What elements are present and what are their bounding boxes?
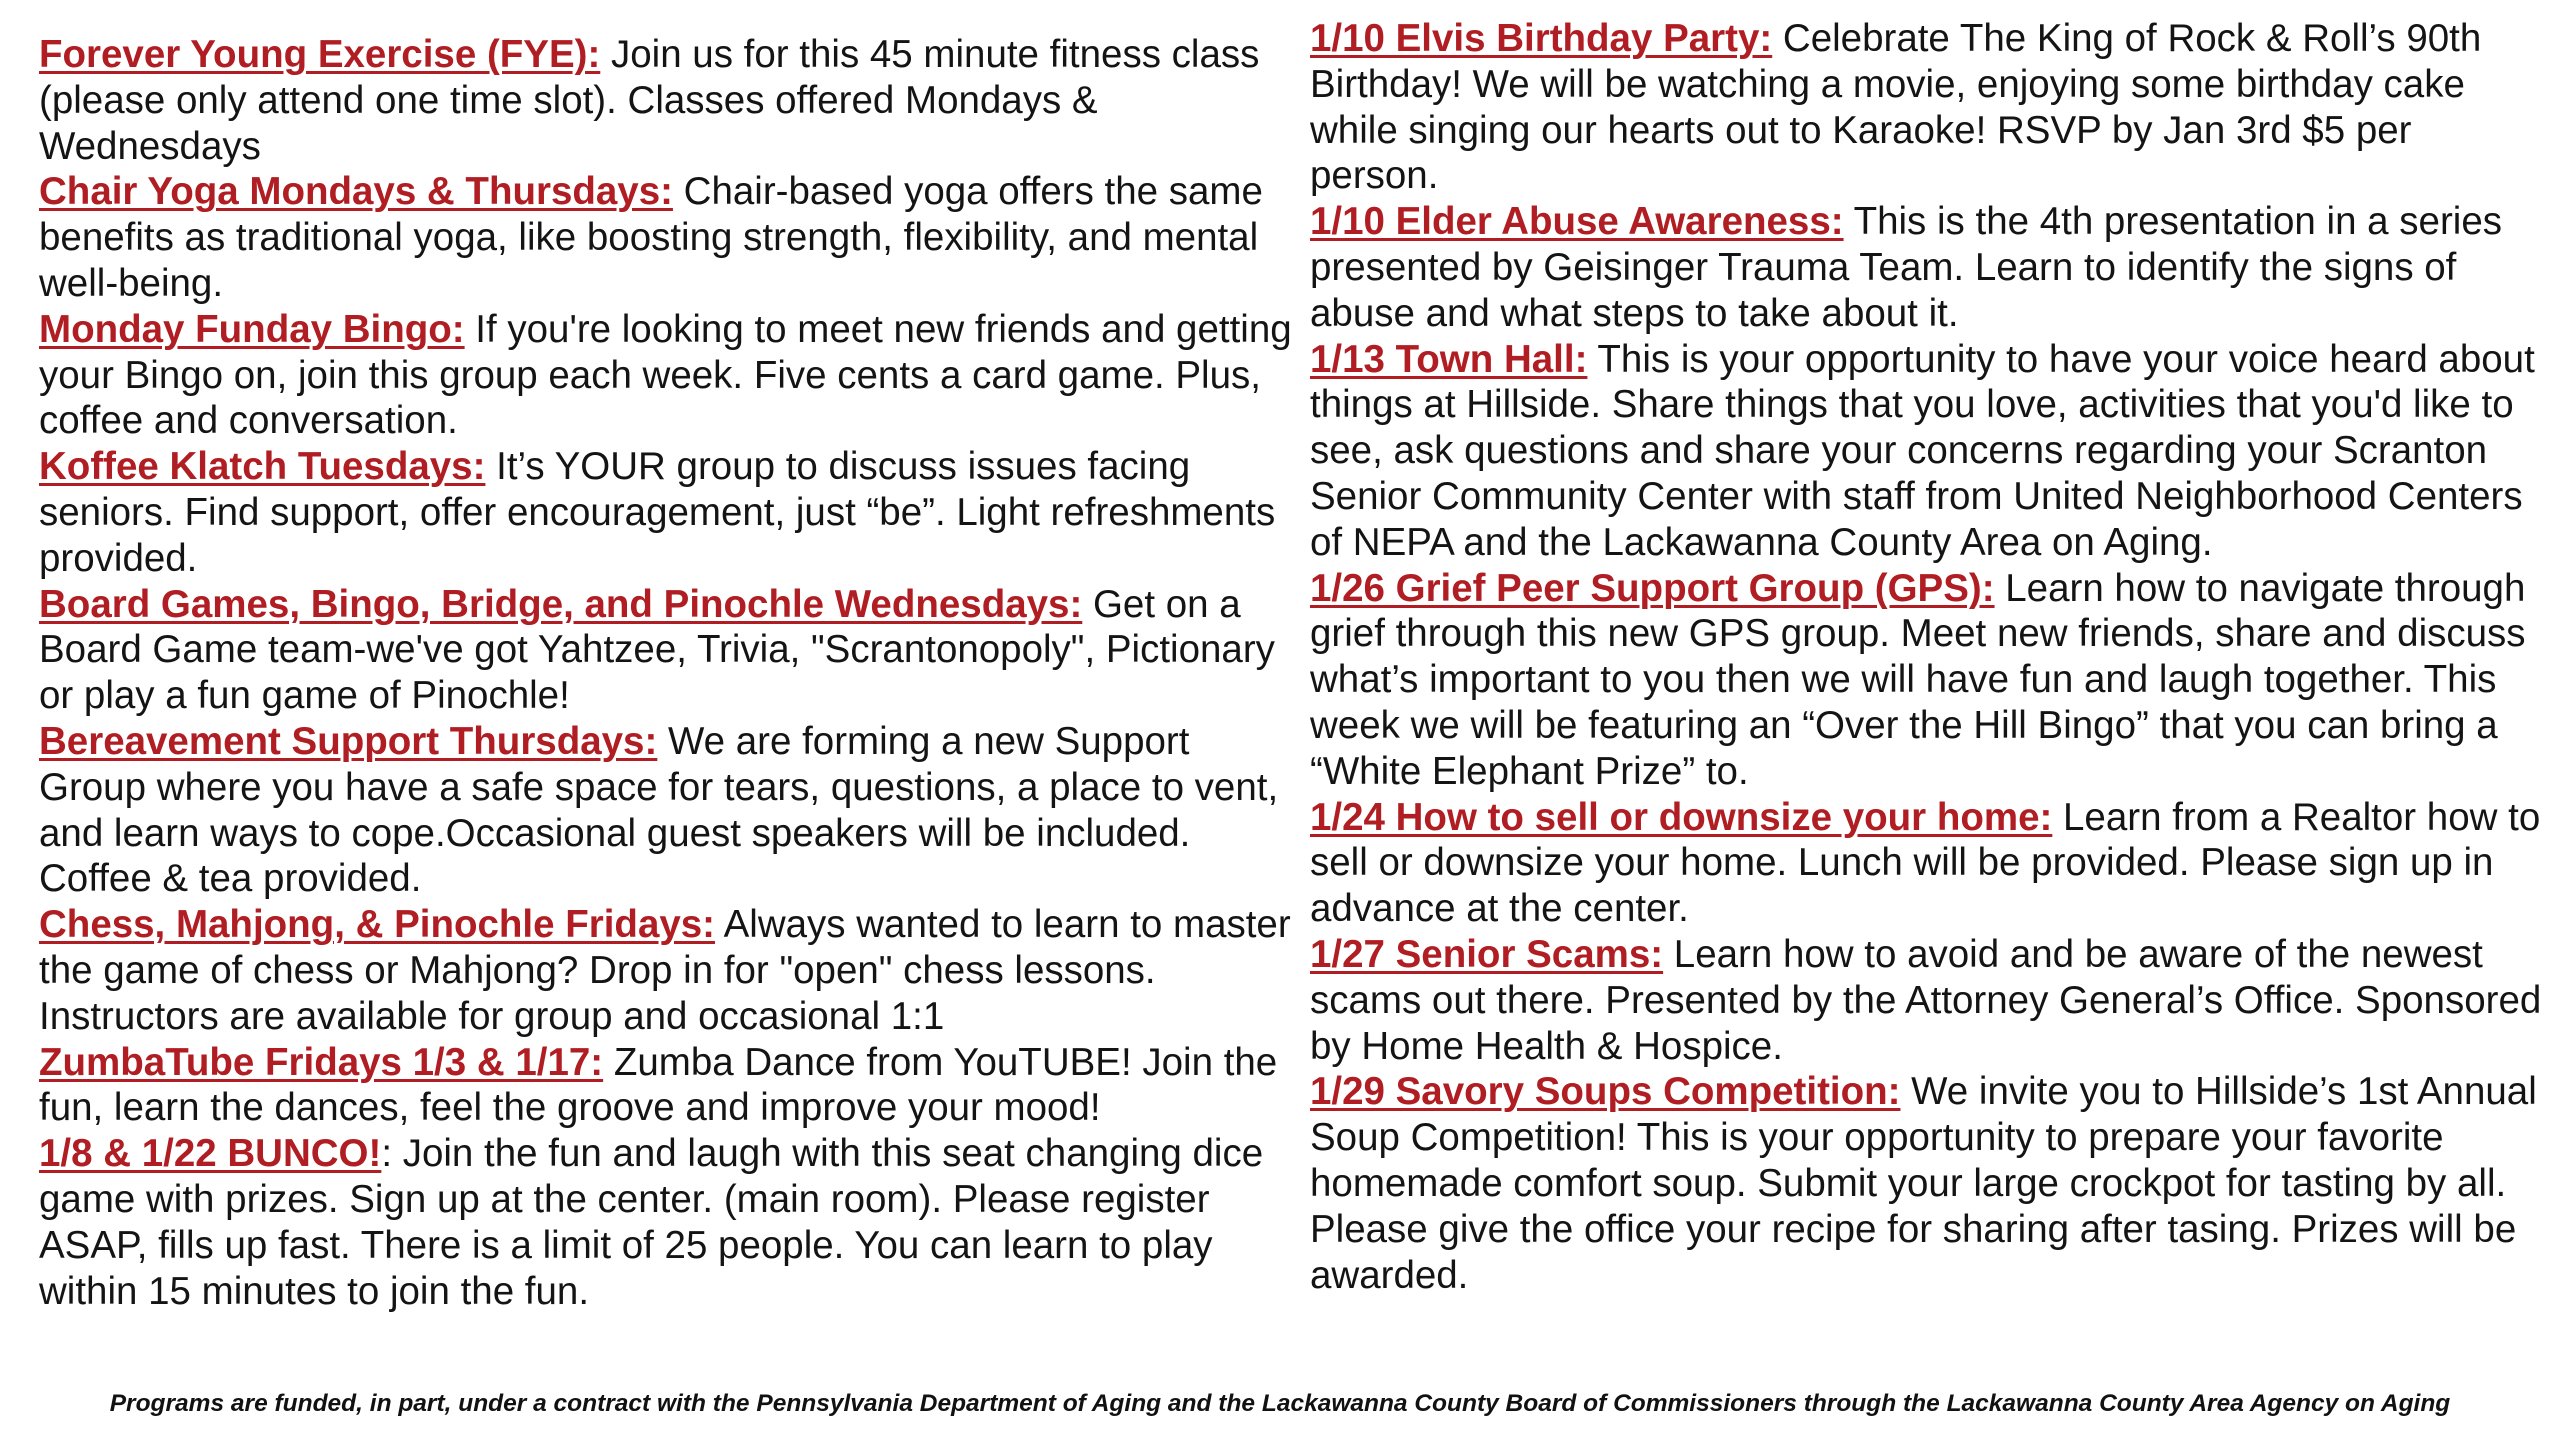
- funding-footer: Programs are funded, in part, under a contract with the Pennsylvania Department of Aging and the Lackawanna County Board of Commissioners through the Lackawanna County Area Agency on Aging: [109, 1390, 2451, 1417]
- event-title: 1/10 Elder Abuse Awareness:: [1310, 200, 1844, 244]
- event-description: Learn from a Realtor how to sell or downsize your home. Lunch will be provided. Please sign up in advance at the center.: [1310, 795, 2541, 931]
- program-entry-chair-yoga: [39, 169, 1304, 306]
- program-entry-chess-mahjong: [39, 902, 1304, 1039]
- program-description: : Join the fun and laugh with this seat changing dice game with prizes. Sign up at the center. (main room). Please register ASAP, fills up fast. There is a limit of 25 people. You can learn to play within 15 minutes to join the fun.: [39, 1132, 1264, 1313]
- program-description: If you're looking to meet new friends and getting your Bingo on, join this group each week. Five cents a card game. Plus, coffee and conversation.: [39, 307, 1292, 443]
- program-description: Join us for this 45 minute fitness class (please only attend one time slot). Classes offered Mondays & Wednesdays: [39, 33, 1260, 168]
- program-description: We are forming a new Support Group where you have a safe space for tears, questions, a place to vent, and learn ways to cope.Occasional guest speakers will be included. Coffee & tea provided.: [39, 719, 1279, 901]
- program-entry-fye: [39, 32, 1304, 169]
- program-title: Bereavement Support Thursdays:: [39, 719, 658, 763]
- event-description: This is the 4th presentation in a series presented by Geisinger Trauma Team. Learn to identify the signs of abuse and what steps to take about it.: [1310, 200, 2502, 335]
- program-description: Chair-based yoga offers the same benefits as traditional yoga, like boosting strength, flexibility, and mental well-being.: [39, 170, 1263, 305]
- program-entry-bunco: [39, 1131, 1304, 1314]
- right-column: [1310, 16, 2550, 1298]
- program-title: Koffee Klatch Tuesdays:: [39, 445, 486, 489]
- program-entry-bereavement: [39, 719, 1304, 902]
- program-title: Chair Yoga Mondays & Thursdays:: [39, 170, 673, 214]
- event-title: 1/29 Savory Soups Competition:: [1310, 1070, 1901, 1114]
- event-description: Learn how to avoid and be aware of the newest scams out there. Presented by the Attorney General’s Office. Sponsored by Home Health & Hospice.: [1310, 932, 2542, 1068]
- event-entry-soup-competition: [1310, 1069, 2550, 1298]
- event-description: Celebrate The King of Rock & Roll’s 90th Birthday! We will be watching a movie, enjoying some birthday cake while singing our hearts out to Karaoke! RSVP by Jan 3rd $5 per person.: [1310, 17, 2482, 198]
- event-entry-elvis-birthday: [1310, 16, 2550, 199]
- left-column: [39, 32, 1304, 1314]
- event-entry-senior-scams: [1310, 932, 2550, 1069]
- event-title: 1/26 Grief Peer Support Group (GPS):: [1310, 566, 1995, 610]
- event-title: 1/24 How to sell or downsize your home:: [1310, 795, 2053, 839]
- program-description: Get on a Board Game team-we've got Yahtzee, Trivia, "Scrantonopoly", Pictionary or play a fun game of Pinochle!: [39, 582, 1275, 718]
- event-title: 1/10 Elvis Birthday Party:: [1310, 17, 1773, 60]
- program-title: Board Games, Bingo, Bridge, and Pinochle Wednesdays:: [39, 582, 1083, 626]
- event-title: 1/27 Senior Scams:: [1310, 932, 1664, 976]
- program-entry-board-games: [39, 582, 1304, 719]
- event-entry-elder-abuse: [1310, 199, 2550, 336]
- program-title: Chess, Mahjong, & Pinochle Fridays:: [39, 903, 716, 947]
- event-description: This is your opportunity to have your voice heard about things at Hillside. Share things that you love, activities that you'd like to see, ask questions and share your concerns regarding your Scranton Senior Community Center with staff from United Neighborhood Centers of NEPA and the Lackawanna County Area on Aging.: [1310, 337, 2535, 564]
- event-description: Learn how to navigate through grief through this new GPS group. Meet new friends, share and discuss what’s important to you then we will have fun and laugh together. This week we will be featuring an “Over the Hill Bingo” that you can bring a “White Elephant Prize” to.: [1310, 566, 2526, 793]
- program-description: It’s YOUR group to discuss issues facing seniors. Find support, offer encouragement, just “be”. Light refreshments provided.: [39, 445, 1276, 580]
- event-entry-town-hall: [1310, 337, 2550, 566]
- program-entry-koffee-klatch: [39, 444, 1304, 581]
- program-entry-zumbatube: [39, 1040, 1304, 1132]
- program-title: 1/8 & 1/22 BUNCO!: [39, 1132, 382, 1176]
- program-title: ZumbaTube Fridays 1/3 & 1/17:: [39, 1040, 604, 1084]
- program-description: Zumba Dance from YouTUBE! Join the fun, learn the dances, feel the groove and improve your mood!: [39, 1040, 1278, 1130]
- program-entry-bingo: [39, 307, 1304, 444]
- event-description: We invite you to Hillside’s 1st Annual Soup Competition! This is your opportunity to prepare your favorite homemade comfort soup. Submit your large crockpot for tasting by all. Please give the office your recipe for sharing after tasing. Prizes will be awarded.: [1310, 1070, 2537, 1297]
- program-title: Forever Young Exercise (FYE):: [39, 33, 601, 76]
- event-entry-grief-support: [1310, 566, 2550, 795]
- program-title: Monday Funday Bingo:: [39, 307, 465, 351]
- event-title: 1/13 Town Hall:: [1310, 337, 1588, 381]
- program-description: Always wanted to learn to master the game of chess or Mahjong? Drop in for "open" chess lessons. Instructors are available for group and occasional 1:1: [39, 903, 1291, 1038]
- event-entry-downsize-home: [1310, 795, 2550, 932]
